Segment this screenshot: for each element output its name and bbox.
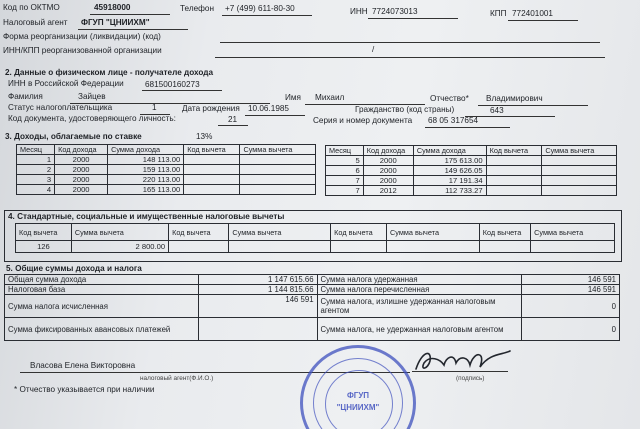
name-label: Имя bbox=[285, 93, 301, 102]
col-month: Месяц bbox=[17, 145, 55, 155]
income-table-right-header bbox=[326, 146, 617, 156]
cell-deduction-sum bbox=[240, 155, 316, 165]
doc-num-label: Серия и номер документа bbox=[313, 116, 413, 125]
oktmo-underline bbox=[90, 14, 170, 15]
excess-value: 0 bbox=[521, 295, 619, 318]
cell-deduction-code bbox=[486, 166, 542, 176]
patronymic-label: Отчество* bbox=[430, 94, 469, 103]
cell-deduction-code: 126 bbox=[16, 241, 72, 253]
transferred-value: 146 591 bbox=[521, 285, 619, 295]
section3-title: 3. Доходы, облагаемые по ставке bbox=[5, 132, 142, 141]
person-inn-label: ИНН в Российской Федерации bbox=[8, 79, 124, 88]
agent-label: Налоговый агент bbox=[3, 18, 68, 27]
cell-income-code: 2000 bbox=[363, 166, 413, 176]
col-deduction-sum: Сумма вычета bbox=[386, 224, 479, 241]
person-inn-underline bbox=[142, 90, 222, 91]
cell-deduction-sum bbox=[240, 165, 316, 175]
table-row bbox=[5, 275, 620, 285]
kpp-underline bbox=[508, 20, 578, 21]
col-deduction-code: Код вычета bbox=[169, 224, 229, 241]
cell-deduction-code bbox=[486, 176, 542, 186]
cell-deduction-sum bbox=[240, 185, 316, 195]
cell-month: 1 bbox=[17, 155, 55, 165]
cell-income-sum: 149 626.05 bbox=[413, 166, 486, 176]
doc-code-value: 21 bbox=[228, 115, 238, 124]
table-row bbox=[5, 295, 620, 318]
agent-person-name: Власова Елена Викторовна bbox=[30, 361, 136, 370]
phone-label: Телефон bbox=[180, 4, 214, 13]
seal-line1: ФГУП bbox=[346, 391, 370, 400]
cell-month: 3 bbox=[17, 175, 55, 185]
deduction-table bbox=[15, 223, 615, 253]
table-row bbox=[17, 165, 316, 175]
table-row bbox=[17, 175, 316, 185]
kpp-value: 772401001 bbox=[512, 9, 553, 18]
birth-label: Дата рождения bbox=[182, 104, 240, 113]
cell-deduction-code bbox=[184, 175, 240, 185]
footnote: * Отчество указывается при наличии bbox=[14, 385, 155, 394]
cell-income-code: 2000 bbox=[363, 156, 413, 166]
table-row bbox=[5, 318, 620, 341]
cell-deduction-sum bbox=[542, 166, 617, 176]
table-row bbox=[5, 285, 620, 295]
doc-code-underline bbox=[218, 125, 248, 126]
cell-month: 7 bbox=[326, 186, 364, 196]
col-income-code: Код дохода bbox=[363, 146, 413, 156]
reorg-form-label: Форма реорганизации (ликвидации) (код) bbox=[3, 32, 161, 41]
cell-month: 5 bbox=[326, 156, 364, 166]
table-row bbox=[16, 241, 615, 253]
tax-calc-value: 146 591 bbox=[199, 295, 317, 318]
agent-underline bbox=[78, 29, 188, 30]
col-income-sum: Сумма дохода bbox=[413, 146, 486, 156]
reorg-inn-underline bbox=[215, 57, 605, 58]
seal-stamp bbox=[300, 345, 416, 429]
doc-num-underline bbox=[425, 127, 510, 128]
cell-deduction-sum bbox=[542, 186, 617, 196]
cell-deduction-code bbox=[184, 185, 240, 195]
cell-deduction-code bbox=[169, 241, 229, 253]
cell-income-code: 2012 bbox=[363, 186, 413, 196]
total-income-label: Общая сумма дохода bbox=[5, 275, 199, 285]
withheld-label: Сумма налога удержанная bbox=[317, 275, 521, 285]
signature-caption: (подпись) bbox=[456, 375, 485, 382]
table-row bbox=[326, 176, 617, 186]
cell-deduction-sum bbox=[229, 241, 331, 253]
cell-income-sum: 220 113.00 bbox=[108, 175, 184, 185]
cell-deduction-code bbox=[479, 241, 530, 253]
cell-deduction-sum: 2 800.00 bbox=[71, 241, 168, 253]
withheld-value: 146 591 bbox=[521, 275, 619, 285]
cell-deduction-code bbox=[486, 186, 542, 196]
tax-calc-label: Сумма налога исчисленная bbox=[5, 295, 199, 318]
cell-deduction-sum bbox=[542, 176, 617, 186]
table-row bbox=[326, 186, 617, 196]
agent-value: ФГУП "ЦНИИХМ" bbox=[81, 18, 150, 27]
cell-income-code: 2000 bbox=[55, 155, 108, 165]
cell-income-code: 2000 bbox=[363, 176, 413, 186]
income-table-left-header bbox=[17, 145, 316, 155]
col-deduction-code: Код вычета bbox=[479, 224, 530, 241]
cell-income-sum: 165 113.00 bbox=[108, 185, 184, 195]
cell-income-code: 2000 bbox=[55, 165, 108, 175]
cell-income-sum: 17 191.34 bbox=[413, 176, 486, 186]
oktmo-value: 45918000 bbox=[94, 3, 131, 12]
col-deduction-sum: Сумма вычета bbox=[240, 145, 316, 155]
section3-rate: 13% bbox=[196, 132, 213, 141]
not-withheld-label: Сумма налога, не удержанная налоговым агентом bbox=[317, 318, 521, 341]
fixed-adv-value bbox=[199, 318, 317, 341]
total-income-value: 1 147 615.66 bbox=[199, 275, 317, 285]
status-label: Статус налогоплательщика bbox=[8, 103, 113, 112]
reorg-form-underline bbox=[220, 42, 600, 43]
fixed-adv-label: Сумма фиксированных авансовых платежей bbox=[5, 318, 199, 341]
oktmo-label: Код по ОКТМО bbox=[3, 3, 60, 12]
inn-underline bbox=[368, 18, 458, 19]
cell-month: 7 bbox=[326, 176, 364, 186]
tax-base-value: 1 144 815.66 bbox=[199, 285, 317, 295]
section2-title: 2. Данные о физическом лице - получателе дохода bbox=[5, 68, 214, 77]
doc-num-value: 68 05 317654 bbox=[428, 116, 479, 125]
col-deduction-code: Код вычета bbox=[184, 145, 240, 155]
name-value: Михаил bbox=[315, 93, 345, 102]
kpp-label: КПП bbox=[490, 9, 507, 18]
col-month: Месяц bbox=[326, 146, 364, 156]
cell-month: 6 bbox=[326, 166, 364, 176]
seal-line2: "ЦНИИХМ" bbox=[336, 403, 380, 412]
doc-code-label: Код документа, удостоверяющего личность: bbox=[8, 114, 176, 123]
citizenship-label: Гражданство (код страны) bbox=[355, 105, 455, 114]
cell-income-sum: 148 113.00 bbox=[108, 155, 184, 165]
inn-value: 7724073013 bbox=[372, 7, 418, 16]
cell-deduction-sum bbox=[240, 175, 316, 185]
col-income-sum: Сумма дохода bbox=[108, 145, 184, 155]
reorg-slash: / bbox=[372, 45, 375, 54]
status-value: 1 bbox=[152, 103, 157, 112]
excess-label: Сумма налога, излишне удержанная налоговым агентом bbox=[317, 295, 521, 318]
cell-income-sum: 159 113.00 bbox=[108, 165, 184, 175]
col-deduction-code: Код вычета bbox=[331, 224, 387, 241]
totals-table bbox=[4, 274, 620, 341]
phone-underline bbox=[222, 15, 312, 16]
phone-value: +7 (499) 611-80-30 bbox=[225, 4, 295, 13]
col-income-code: Код дохода bbox=[55, 145, 108, 155]
patronymic-value: Владимирович bbox=[486, 94, 543, 103]
birth-value: 10.06.1985 bbox=[248, 104, 289, 113]
not-withheld-value: 0 bbox=[521, 318, 619, 341]
table-row bbox=[326, 166, 617, 176]
cell-deduction-sum bbox=[531, 241, 615, 253]
cell-deduction-code bbox=[331, 241, 387, 253]
cell-income-sum: 175 613.00 bbox=[413, 156, 486, 166]
cell-deduction-sum bbox=[542, 156, 617, 166]
col-deduction-sum: Сумма вычета bbox=[229, 224, 331, 241]
table-row bbox=[17, 155, 316, 165]
cell-deduction-code bbox=[486, 156, 542, 166]
reorg-inn-label: ИНН/КПП реорганизованной организации bbox=[3, 46, 162, 55]
section4-title: 4. Стандартные, социальные и имущественные налоговые вычеты bbox=[8, 212, 285, 221]
cell-deduction-code bbox=[184, 155, 240, 165]
cell-month: 4 bbox=[17, 185, 55, 195]
table-row bbox=[326, 156, 617, 166]
income-table-right bbox=[325, 145, 617, 196]
col-deduction-code: Код вычета bbox=[16, 224, 72, 241]
transferred-label: Сумма налога перечисленная bbox=[317, 285, 521, 295]
tax-base-label: Налоговая база bbox=[5, 285, 199, 295]
section5-title: 5. Общие суммы дохода и налога bbox=[6, 264, 142, 273]
birth-underline bbox=[245, 115, 305, 116]
person-inn-value: 681500160273 bbox=[145, 80, 200, 89]
agent-person-caption: налоговый агент(Ф.И.О.) bbox=[140, 375, 214, 382]
col-deduction-sum: Сумма вычета bbox=[542, 146, 617, 156]
inn-label: ИНН bbox=[350, 7, 368, 16]
col-deduction-sum: Сумма вычета bbox=[71, 224, 168, 241]
income-table-left bbox=[16, 144, 316, 195]
cell-income-code: 2000 bbox=[55, 175, 108, 185]
deduction-table-header bbox=[16, 224, 615, 241]
signature-icon bbox=[410, 343, 520, 377]
table-row bbox=[17, 185, 316, 195]
cell-income-code: 2000 bbox=[55, 185, 108, 195]
surname-value: Зайцев bbox=[78, 92, 106, 101]
cell-income-sum: 112 733.27 bbox=[413, 186, 486, 196]
col-deduction-sum: Сумма вычета bbox=[531, 224, 615, 241]
surname-label: Фамилия bbox=[8, 92, 43, 101]
cell-month: 2 bbox=[17, 165, 55, 175]
cell-deduction-sum bbox=[386, 241, 479, 253]
cell-deduction-code bbox=[184, 165, 240, 175]
citizenship-value: 643 bbox=[490, 106, 504, 115]
citizenship-underline bbox=[465, 116, 555, 117]
col-deduction-code: Код вычета bbox=[486, 146, 542, 156]
